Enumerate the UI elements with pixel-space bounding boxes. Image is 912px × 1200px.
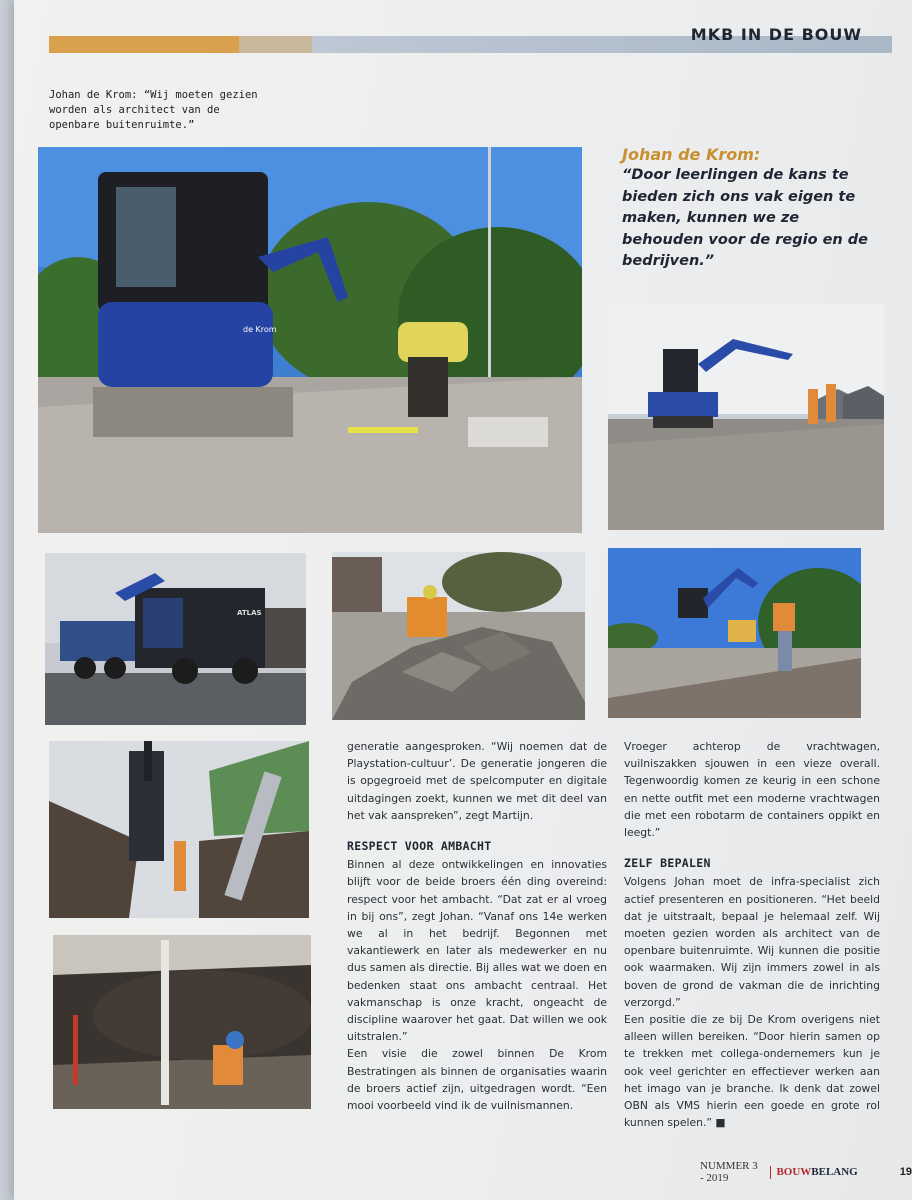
- page-number: 19: [899, 1166, 912, 1178]
- article-column-1: [347, 738, 607, 1114]
- trench-excavation-photo: [49, 741, 309, 918]
- column1-paragraph-1: Binnen al deze ontwikkelingen en innovaties blijft voor de beide broers één ding overeind: respect voor het ambacht. “Dat zat er al vroeg in bij ons”, zegt Johan. “Vanaf ons 14e werken we al in het bedrijf. Begonnen met vakantiewerk en later als medewerker en nu dus samen als directie. Bij alles wat we doen en bedenken staat ons ambacht centraal. Het vakmanschap is onze kracht, ongeacht de discipline waarover het gaat. Dat willen we ook uitstralen.”: [347, 858, 607, 1044]
- brand-part-2: BELANG: [811, 1166, 858, 1178]
- column2-paragraph-2: Een positie die ze bij De Krom overigens niet alleen willen bereiken. “Door hierin samen op te trekken met collega-ondernemers kun je ook veel gerichter en effectiever werken aan het imago van je branche. Ik denk dat zowel OBN als VMS hierin een goede en grote rol kunnen spelen.” ■: [624, 1013, 880, 1130]
- main-excavator-photo: [38, 147, 582, 533]
- trench-worker-photo: [53, 935, 311, 1109]
- paving-stones-photo: [332, 552, 585, 720]
- magazine-page: [14, 0, 912, 1200]
- curb-workers-photo: [608, 548, 861, 718]
- photo-caption: Johan de Krom: “Wij moeten gezien worden als architect van de openbare buitenruimte.”: [49, 89, 258, 131]
- header-bar-tan: [239, 36, 312, 53]
- section-title: MKB IN DE BOUW: [690, 25, 862, 44]
- excavator-brand-label: de Krom: [243, 325, 277, 334]
- heading-respect-voor-ambacht: RESPECT VOOR AMBACHT: [347, 839, 492, 854]
- pull-quote-text: “Door leerlingen de kans te bieden zich ons vak eigen te maken, kunnen we ze behouden voor de regio en de bedrijven.”: [622, 167, 869, 269]
- header-bar-orange: [49, 36, 239, 53]
- column1-paragraph-2: Een visie die zowel binnen De Krom Bestratingen als binnen de organisaties waarin de broers actief zijn, uitgedragen wordt. “Een mooi voorbeeld vind ik de vuilnismannen.: [347, 1047, 607, 1113]
- issue-number: NUMMER 3 - 2019: [700, 1160, 758, 1184]
- magazine-brand: [776, 1166, 857, 1178]
- excavator-workers-photo: [608, 304, 884, 530]
- pull-quote-name: Johan de Krom:: [622, 145, 761, 164]
- column2-paragraph-1: Volgens Johan moet de infra-specialist zich actief presenteren en positioneren. “Het beeld dat je uitstraalt, bepaal je helemaal zelf. Wij moeten gezien worden als architect van de openbare buitenruimte. Wij kunnen die positie ook waarmaken. Wij zijn immers zowel in als boven de grond de vakman die de inrichting verzorgd.”: [624, 875, 880, 1009]
- brand-part-1: BOUW: [776, 1166, 812, 1178]
- column1-intro: generatie aangesproken. “Wij noemen dat de Playstation-cultuur’. De generatie jongeren die is opgegroeid met de spelcomputer en digitale uitdagingen zoekt, kunnen we met dit deel van het vak aanspreken”, zegt Martijn.: [347, 740, 607, 822]
- page-footer: [700, 1160, 912, 1184]
- article-column-2: [624, 738, 880, 1131]
- atlas-truck-photo: [45, 553, 306, 725]
- heading-zelf-bepalen: ZELF BEPALEN: [624, 856, 711, 871]
- footer-separator: [770, 1166, 771, 1179]
- column2-intro: Vroeger achterop de vrachtwagen, vuilniszakken sjouwen in een vieze overall. Tegenwoordig komen ze keurig in een schone en nette outfit met een moderne vrachtwagen die met een robotarm de containers oppikt en leegt.”: [624, 740, 880, 840]
- truck-brand-label: ATLAS: [237, 609, 262, 617]
